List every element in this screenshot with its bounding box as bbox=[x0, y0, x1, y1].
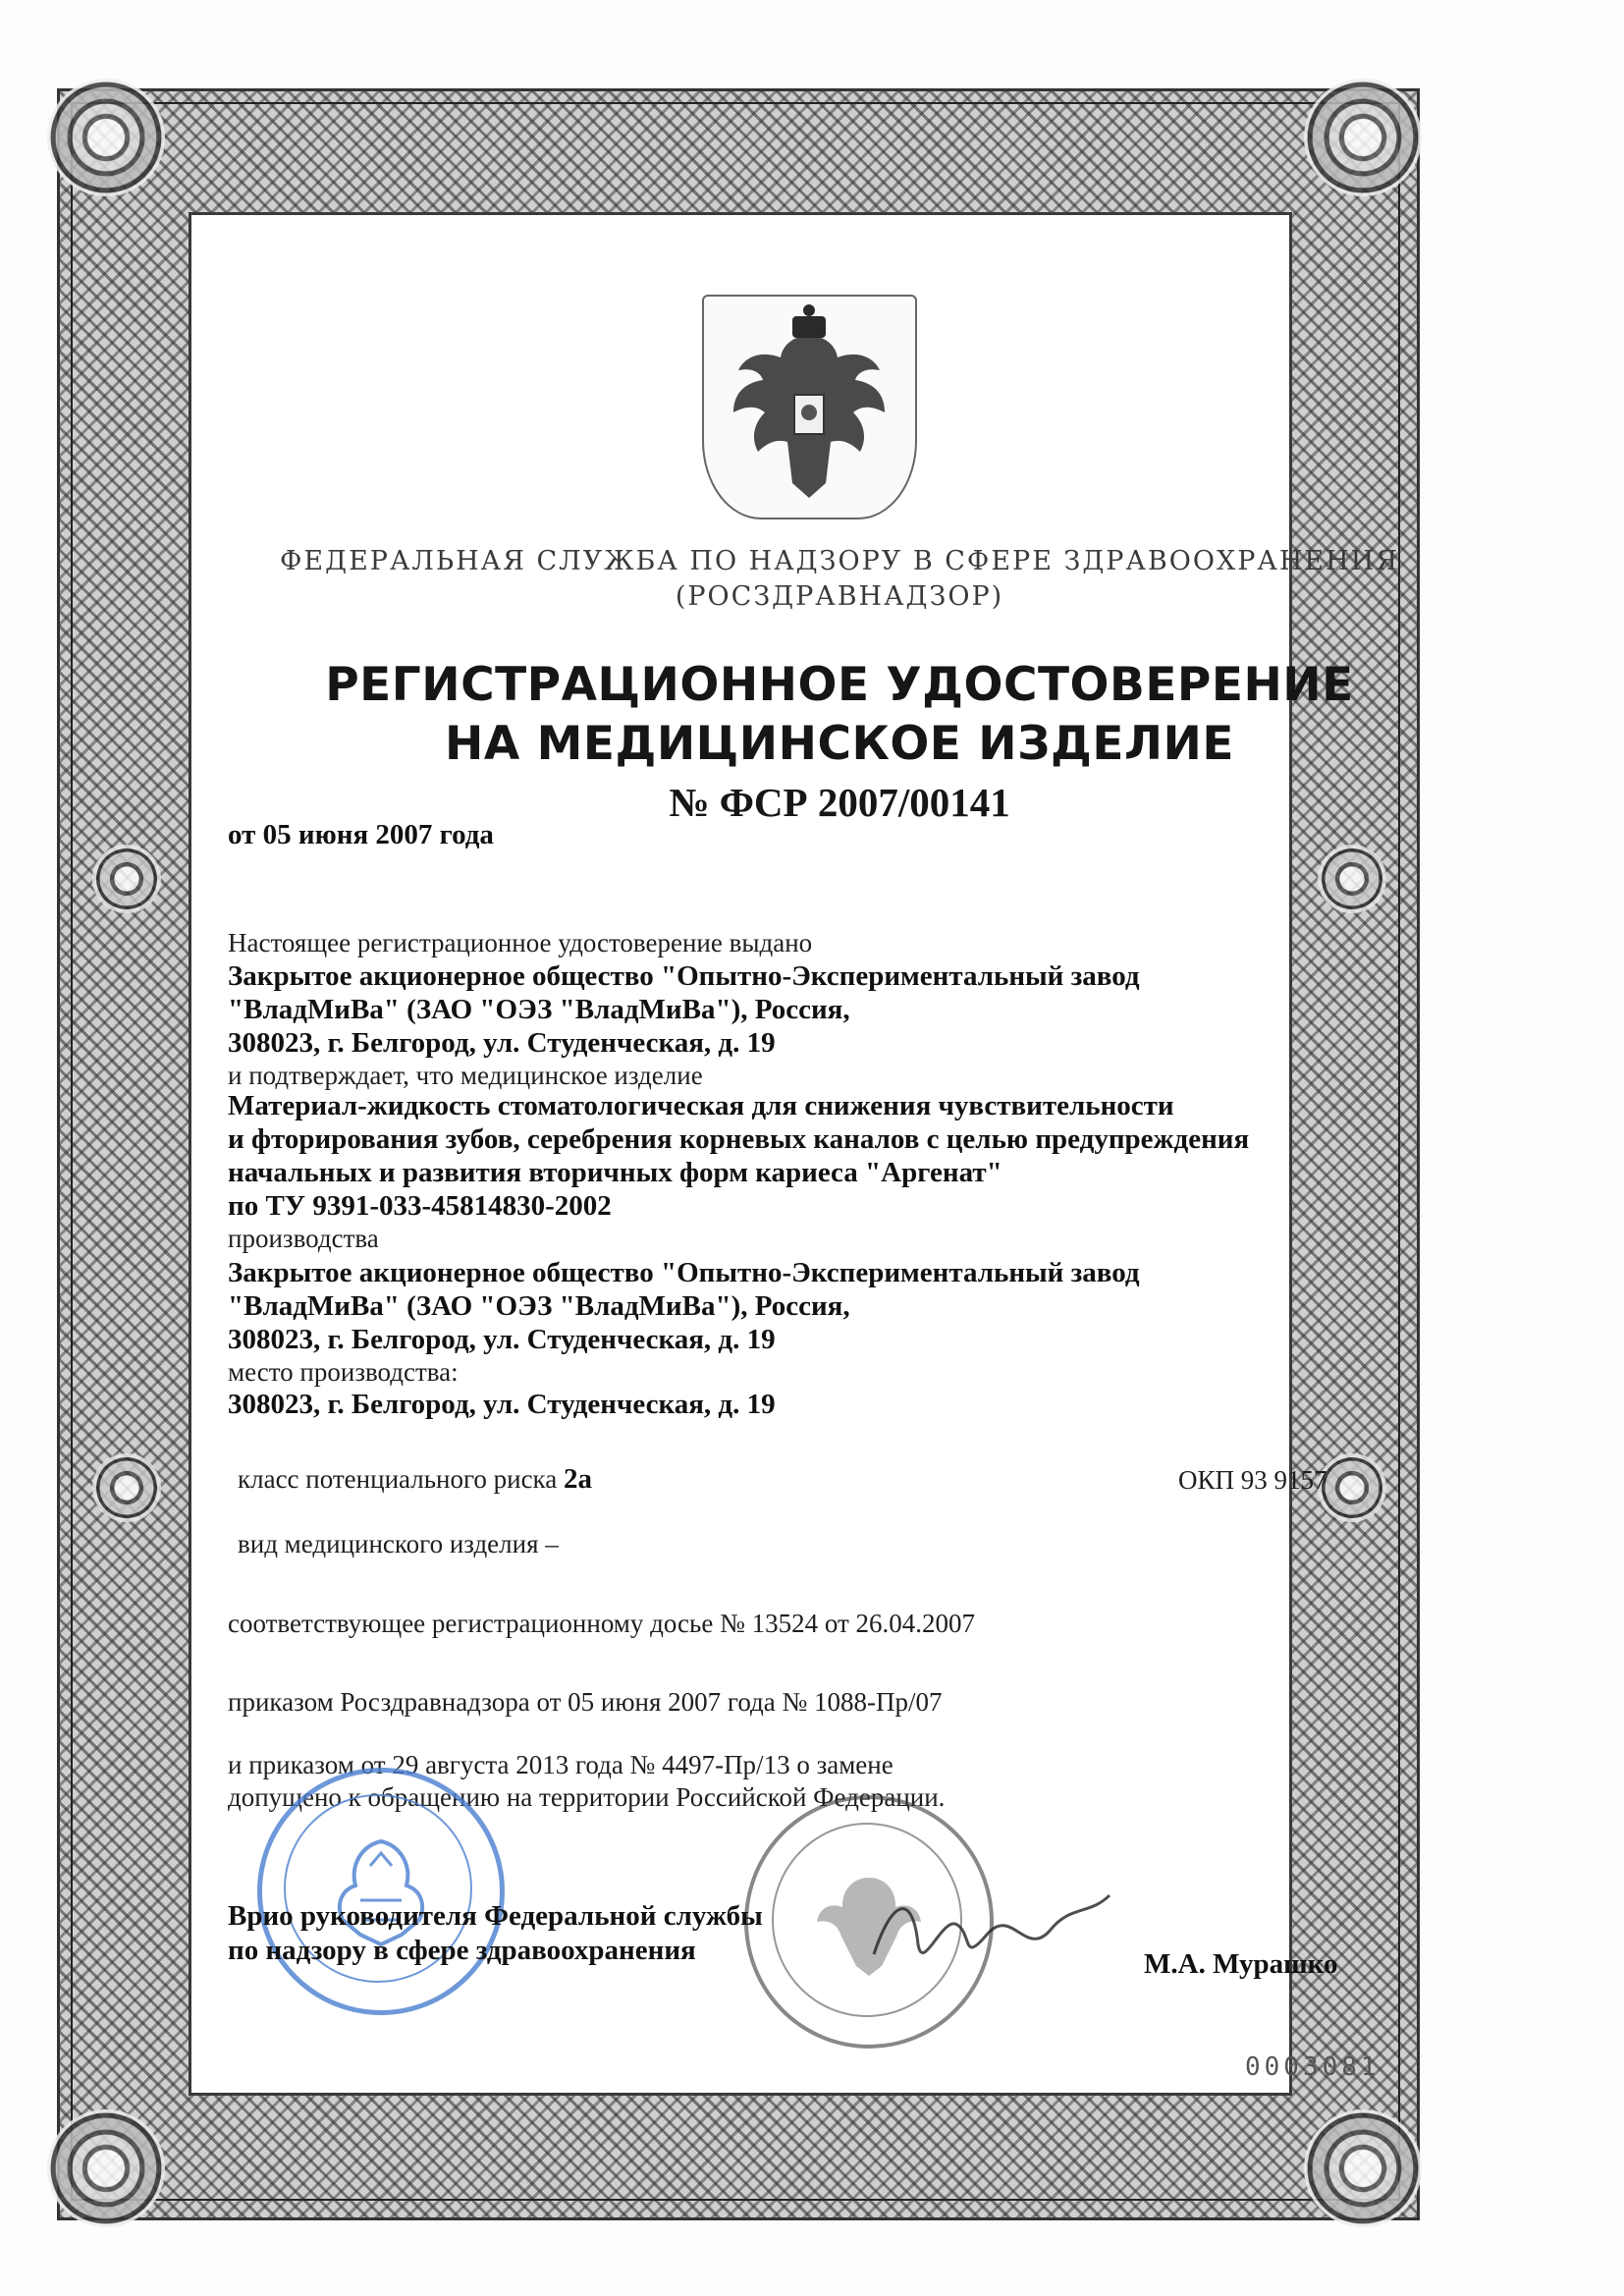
risk-class-label: класс потенциального риска bbox=[238, 1464, 558, 1494]
confirms-label: и подтверждает, что медицинское изделие bbox=[228, 1061, 703, 1090]
certificate-number: № ФСР 2007/00141 bbox=[669, 780, 1010, 825]
coat-of-arms-emblem bbox=[702, 295, 917, 519]
product-name-line3: начальных и развития вторичных форм кариеса "Аргенат" bbox=[228, 1157, 1002, 1188]
side-ornament-left bbox=[92, 1453, 161, 1522]
signatory-position-line2: по надзору в сфере здравоохранения bbox=[228, 1935, 696, 1966]
device-kind-label: вид медицинского изделия – bbox=[238, 1529, 559, 1558]
replacement-order: и приказом от 29 августа 2013 года № 4497-Пр/13 о замене bbox=[228, 1750, 893, 1779]
side-ornament-right bbox=[1318, 845, 1386, 913]
agency-name: ФЕДЕРАЛЬНАЯ СЛУЖБА ПО НАДЗОРУ В СФЕРЕ ЗДРАВООХРАНЕНИЯ bbox=[280, 546, 1399, 576]
manufacturer-name-line1: Закрытое акционерное общество "Опытно-Экспериментальный завод bbox=[228, 1257, 1140, 1288]
certificate-date: от 05 июня 2007 года bbox=[228, 819, 494, 850]
corner-ornament-top-left bbox=[47, 79, 165, 196]
production-site-label: место производства: bbox=[228, 1357, 459, 1387]
corner-ornament-top-right bbox=[1304, 79, 1422, 196]
product-name-line2: и фторирования зубов, серебрения корневых каналов с целью предупреждения bbox=[228, 1123, 1250, 1155]
manufacturer-label: производства bbox=[228, 1224, 379, 1253]
corner-ornament-bottom-left bbox=[47, 2109, 165, 2227]
manufacturer-address: 308023, г. Белгород, ул. Студенческая, д. 19 bbox=[228, 1324, 776, 1355]
risk-class-value: 2а bbox=[564, 1463, 593, 1495]
risk-class bbox=[238, 1463, 592, 1496]
product-name-line1: Материал-жидкость стоматологическая для снижения чувствительности bbox=[228, 1090, 1174, 1121]
agency-short-name: (РОСЗДРАВНАДЗОР) bbox=[675, 581, 1004, 612]
company-stamp bbox=[257, 1768, 505, 2015]
product-specification: по ТУ 9391-033-45814830-2002 bbox=[228, 1190, 612, 1222]
dossier-reference: соответствующее регистрационному досье № 13524 от 26.04.2007 bbox=[228, 1609, 976, 1638]
manufacturer-name-line2: "ВладМиВа" (ЗАО "ОЭЗ "ВладМиВа"), Россия, bbox=[228, 1290, 850, 1322]
holder-address: 308023, г. Белгород, ул. Студенческая, д. 19 bbox=[228, 1027, 776, 1059]
admission-statement: допущено к обращению на территории Российской Федерации. bbox=[228, 1782, 946, 1812]
side-ornament-left bbox=[92, 845, 161, 913]
document-title: РЕГИСТРАЦИОННОЕ УДОСТОВЕРЕНИЕ bbox=[325, 658, 1354, 712]
serial-number: 0003081 bbox=[1245, 2052, 1380, 2082]
handwritten-signature bbox=[864, 1876, 1119, 1984]
holder-name-line1: Закрытое акционерное общество "Опытно-Экспериментальный завод bbox=[228, 960, 1140, 992]
okp-code: ОКП 93 9157 bbox=[1178, 1465, 1327, 1495]
side-ornament-right bbox=[1318, 1453, 1386, 1522]
signatory-position-line1: Врио руководителя Федеральной службы bbox=[228, 1900, 763, 1932]
production-site-address: 308023, г. Белгород, ул. Студенческая, д. 19 bbox=[228, 1389, 776, 1420]
signatory-name: М.А. Мурашко bbox=[1144, 1948, 1338, 1980]
issued-label: Настоящее регистрационное удостоверение выдано bbox=[228, 928, 813, 957]
registration-order: приказом Росздравнадзора от 05 июня 2007 года № 1088-Пр/07 bbox=[228, 1687, 943, 1717]
holder-name-line2: "ВладМиВа" (ЗАО "ОЭЗ "ВладМиВа"), Россия, bbox=[228, 994, 850, 1025]
corner-ornament-bottom-right bbox=[1304, 2109, 1422, 2227]
document-subtitle: НА МЕДИЦИНСКОЕ ИЗДЕЛИЕ bbox=[445, 717, 1234, 771]
